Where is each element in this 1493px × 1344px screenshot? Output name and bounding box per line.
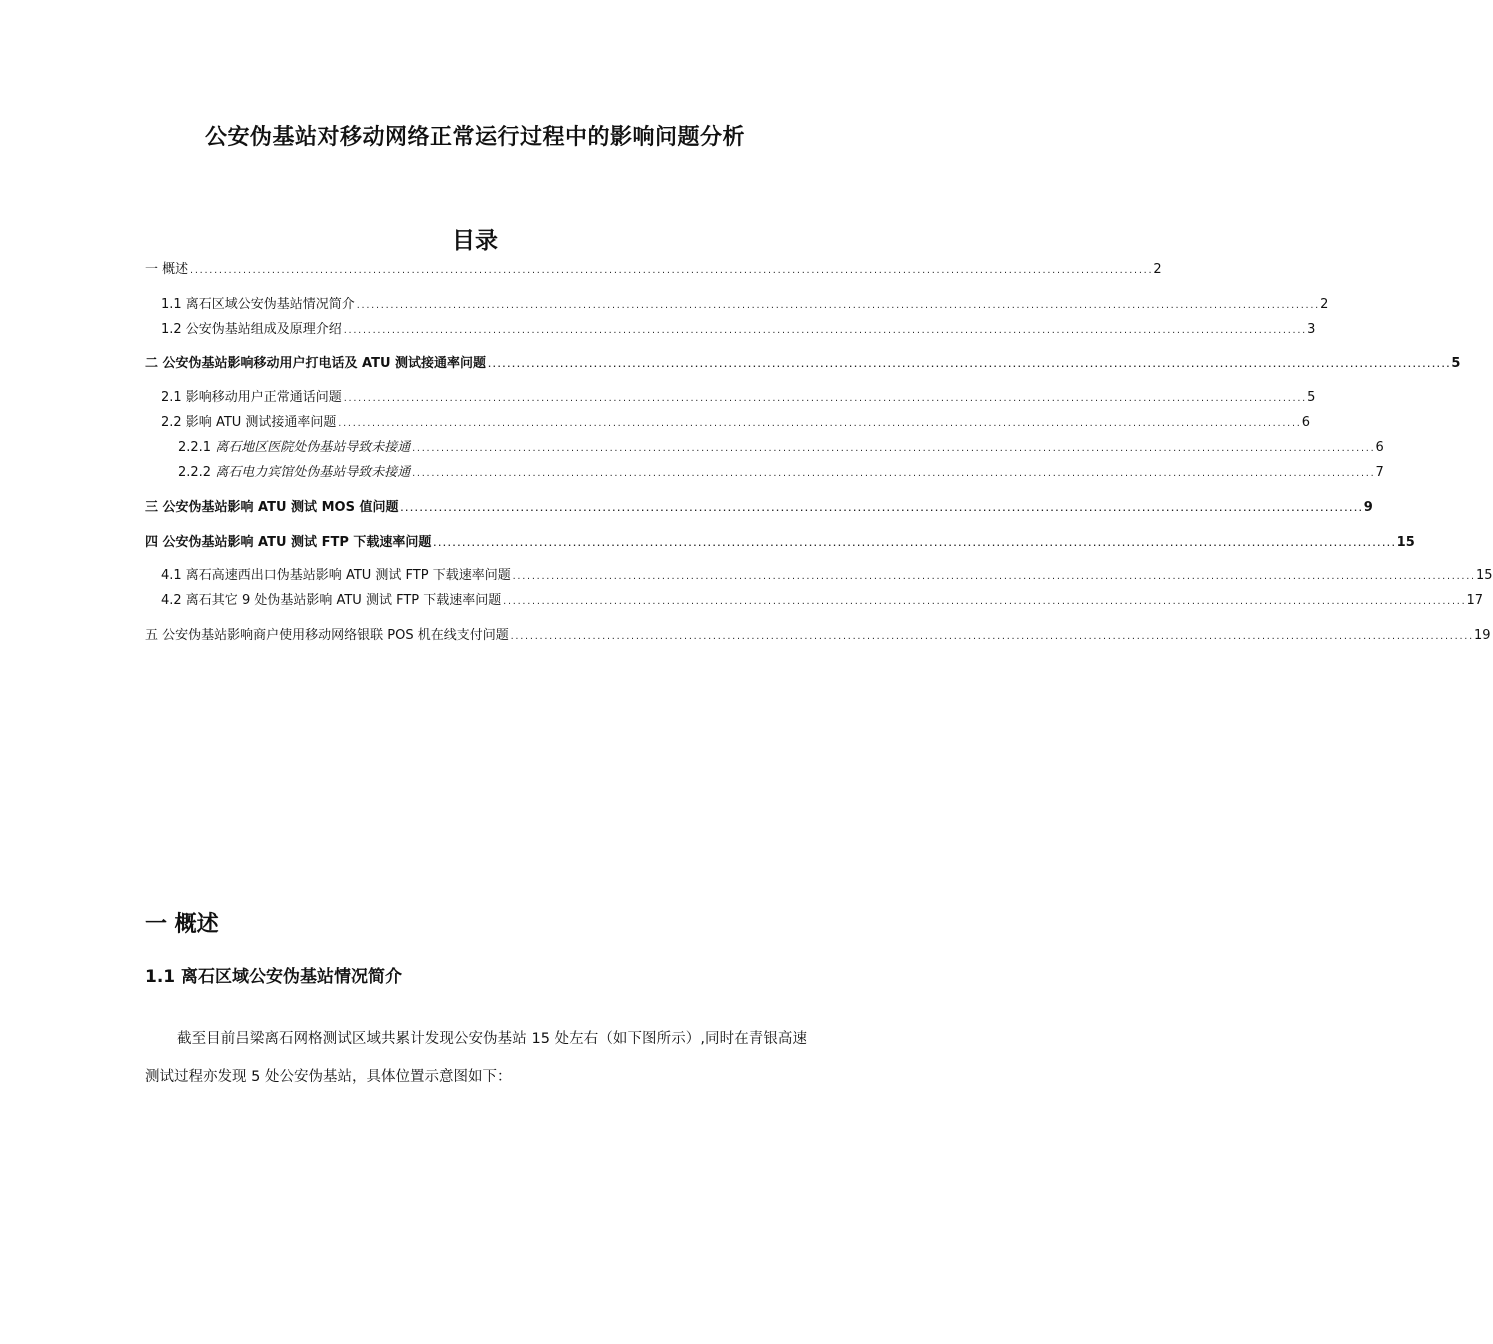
toc-entry[interactable] — [145, 355, 1461, 374]
toc-entry-page: 6 — [1301, 415, 1310, 430]
toc-leader: ........................................................................................................................................................................................................ — [399, 504, 1363, 513]
toc-leader: ........................................................................................................................................................................................................ — [189, 266, 1153, 275]
toc-entry[interactable] — [145, 261, 1162, 280]
toc-entry-page: 9 — [1363, 500, 1373, 515]
toc-leader: ........................................................................................................................................................................................................ — [342, 394, 1307, 403]
toc-entry[interactable] — [161, 321, 1316, 340]
document-title: 公安伪基站对移动网络正常运行过程中的影响问题分析 — [204, 125, 745, 150]
toc-entry[interactable] — [161, 389, 1316, 408]
toc-entry[interactable] — [145, 534, 1415, 553]
toc-entry-number: 2.2.2 — [178, 465, 216, 480]
toc-entry-label: 离石电力宾馆处伪基站导致未接通 — [215, 465, 411, 480]
toc-leader: ........................................................................................................................................................................................................ — [411, 444, 1375, 453]
body-paragraph: 截至目前吕梁离石网格测试区域共累计发现公安伪基站 15 处左右（如下图所示）,同时在青银高速测试过程亦发现 5 处公安伪基站，具体位置示意图如下： — [145, 1031, 807, 1085]
toc-leader: ........................................................................................................................................................................................................ — [487, 360, 1451, 369]
toc-entry-label: 2.1 影响移动用户正常通话问题 — [161, 390, 342, 405]
toc-leader: ........................................................................................................................................................................................................ — [502, 597, 1466, 606]
toc-entry-page: 7 — [1375, 465, 1384, 480]
toc-entry-number: 2.2.1 — [178, 440, 216, 455]
toc-entry-page: 15 — [1476, 568, 1493, 583]
toc-entry-page: 3 — [1307, 322, 1316, 337]
toc-entry-label: 2.2 影响 ATU 测试接通率问题 — [161, 415, 337, 430]
toc-entry[interactable] — [161, 592, 1484, 611]
toc-entry-label: 4.2 离石其它 9 处伪基站影响 ATU 测试 FTP 下载速率问题 — [161, 593, 502, 608]
toc-entry-page: 19 — [1474, 628, 1491, 643]
toc-entry-label: 离石地区医院处伪基站导致未接通 — [215, 440, 411, 455]
toc-leader: ........................................................................................................................................................................................................ — [511, 572, 1475, 581]
toc-entry-page: 6 — [1375, 440, 1384, 455]
toc-entry-label: 五 公安伪基站影响商户使用移动网络银联 POS 机在线支付问题 — [145, 628, 509, 643]
toc-entry-label: 1.2 公安伪基站组成及原理介绍 — [161, 322, 342, 337]
toc-entry[interactable] — [178, 464, 1384, 483]
toc-entry[interactable] — [161, 414, 1310, 433]
toc-leader: ........................................................................................................................................................................................................ — [411, 469, 1375, 478]
toc-entry-label: 三 公安伪基站影响 ATU 测试 MOS 值问题 — [145, 500, 399, 515]
toc-entry[interactable] — [178, 439, 1384, 458]
toc-entry-label: 四 公安伪基站影响 ATU 测试 FTP 下载速率问题 — [145, 535, 432, 550]
toc-entry-page: 17 — [1466, 593, 1484, 608]
toc-entry-label: 1.1 离石区域公安伪基站情况简介 — [161, 297, 355, 312]
toc-entry-page: 2 — [1320, 297, 1329, 312]
toc-entry-page: 5 — [1307, 390, 1316, 405]
subsection-heading: 1.1 离石区域公安伪基站情况简介 — [145, 967, 403, 987]
toc-entry-page: 5 — [1451, 356, 1461, 371]
toc-leader: ........................................................................................................................................................................................................ — [432, 539, 1396, 548]
toc-entry-page: 2 — [1153, 262, 1162, 277]
toc-leader: ........................................................................................................................................................................................................ — [509, 632, 1474, 641]
toc-entry-label: 一 概述 — [145, 262, 189, 277]
toc-leader: ........................................................................................................................................................................................................ — [355, 301, 1320, 310]
toc-leader: ........................................................................................................................................................................................................ — [337, 419, 1301, 428]
toc-leader: ........................................................................................................................................................................................................ — [342, 326, 1307, 335]
toc-entry[interactable] — [161, 296, 1329, 315]
toc-heading: 目录 — [452, 228, 498, 254]
toc-entry[interactable] — [161, 567, 1493, 586]
toc-entry-page: 15 — [1396, 535, 1415, 550]
toc-entry[interactable] — [145, 499, 1373, 518]
section-heading: 一 概述 — [145, 912, 219, 937]
toc-entry-label: 二 公安伪基站影响移动用户打电话及 ATU 测试接通率问题 — [145, 356, 487, 371]
toc-entry-label: 4.1 离石高速西出口伪基站影响 ATU 测试 FTP 下载速率问题 — [161, 568, 511, 583]
toc-entry[interactable] — [145, 627, 1491, 646]
